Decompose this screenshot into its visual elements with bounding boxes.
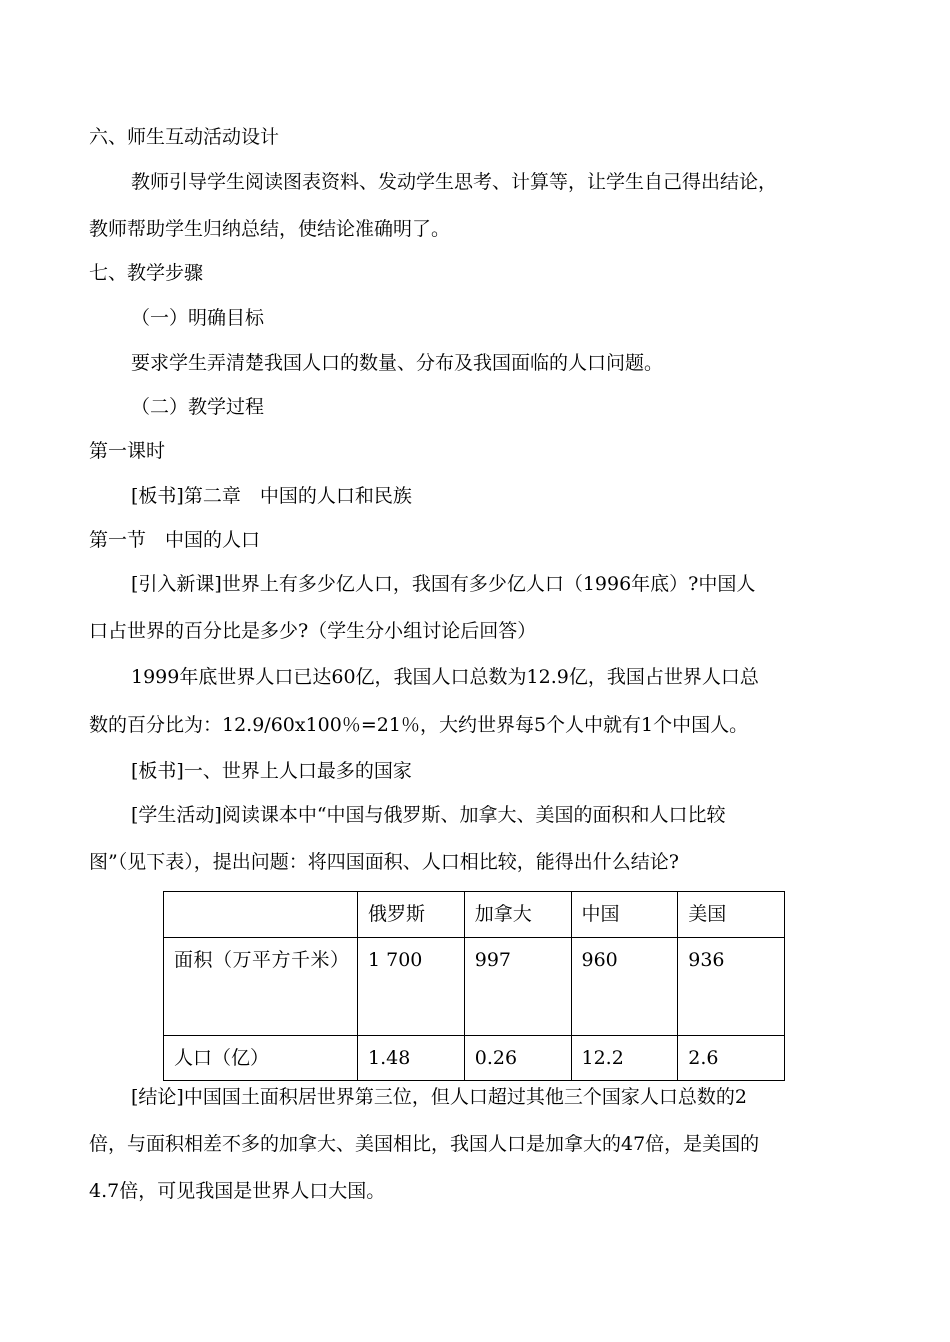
table-row [164,938,785,1036]
table-cell: 12.2 [571,1036,678,1081]
row-label-area: 面积（万平方千米） [164,938,358,1036]
table-header-cell: 中国 [571,892,678,938]
table-header-row [164,892,785,938]
table-cell: 1 700 [358,938,465,1036]
row-label-population: 人口（亿） [164,1036,358,1081]
table-cell: 936 [678,938,785,1036]
paragraph-line: 4.7倍，可见我国是世界人口大国。 [89,1180,386,1202]
paragraph-line: 数的百分比为：12.9/60x100％=21％，大约世界每5个人中就有1个中国人。 [89,714,749,736]
paragraph-line: 1999年底世界人口已达60亿，我国人口总数为12.9亿，我国占世界人口总 [131,666,759,688]
paragraph-line: 倍，与面积相差不多的加拿大、美国相比，我国人口是加拿大的47倍，是美国的 [89,1133,760,1155]
table-cell: 2.6 [678,1036,785,1081]
paragraph-line: [学生活动]阅读课本中“中国与俄罗斯、加拿大、美国的面积和人口比较 [131,804,726,826]
section-6-heading: 六、师生互动活动设计 [89,126,280,148]
paragraph-line: 口占世界的百分比是多少?（学生分小组讨论后回答） [89,620,537,642]
table-row [164,1036,785,1081]
table-header-cell: 加拿大 [464,892,571,938]
table-header-cell: 俄罗斯 [358,892,465,938]
paragraph-line: 要求学生弄清楚我国人口的数量、分布及我国面临的人口问题。 [131,352,664,374]
paragraph-line: 教师帮助学生归纳总结，使结论准确明了。 [89,218,451,240]
table-cell: 960 [571,938,678,1036]
paragraph-line: 图”（见下表），提出问题：将四国面积、人口相比较，能得出什么结论? [89,851,679,873]
subheading-process: （二）教学过程 [131,396,265,418]
paragraph-line: [结论]中国国土面积居世界第三位，但人口超过其他三个国家人口总数的2 [131,1086,747,1108]
comparison-table [163,891,785,1081]
table-header-cell [164,892,358,938]
paragraph-line: 教师引导学生阅读图表资料、发动学生思考、计算等，让学生自己得出结论， [131,171,778,193]
table-cell: 997 [464,938,571,1036]
board-note: [板书]一、世界上人口最多的国家 [131,760,412,782]
subheading-goal: （一）明确目标 [131,307,265,329]
table-cell: 0.26 [464,1036,571,1081]
lesson-label: 第一课时 [89,440,166,462]
paragraph-line: [引入新课]世界上有多少亿人口，我国有多少亿人口（1996年底）?中国人 [131,573,756,595]
section-7-heading: 七、教学步骤 [89,262,204,284]
section-title: 第一节 中国的人口 [89,529,261,551]
table-cell: 1.48 [358,1036,465,1081]
table-header-cell: 美国 [678,892,785,938]
board-note: [板书]第二章 中国的人口和民族 [131,485,412,507]
